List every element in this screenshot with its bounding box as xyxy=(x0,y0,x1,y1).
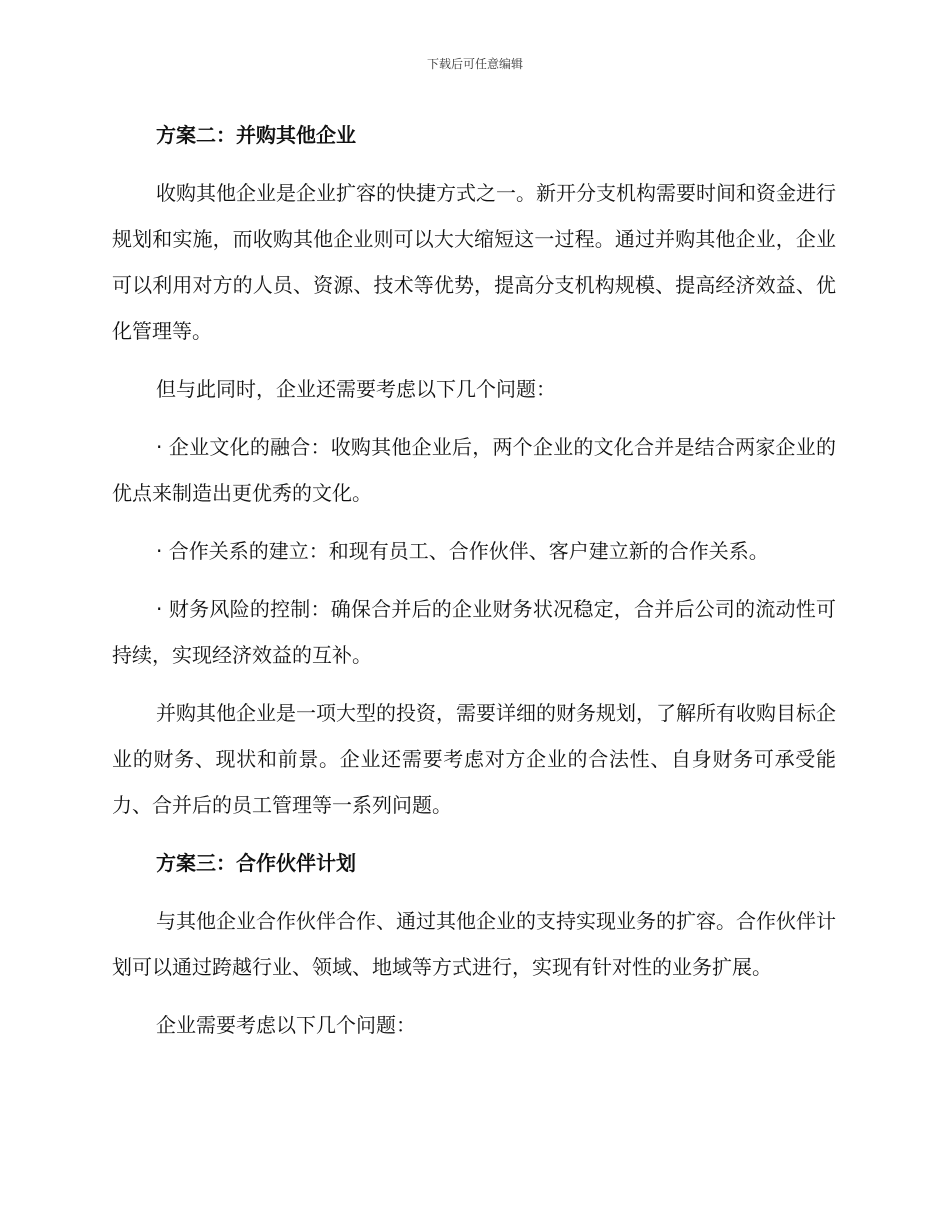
bullet-financial-risk: · 财务风险的控制：确保合并后的企业财务状况稳定，合并后公司的流动性可持续，实现经济效益的互补。 xyxy=(112,597,836,667)
heading-plan-three: 方案三：合作伙伴计划 xyxy=(156,851,356,875)
paragraph-acquisition-intro: 收购其他企业是企业扩容的快捷方式之一。新开分支机构需要时间和资金进行规划和实施，而收购其他企业则可以大大缩短这一过程。通过并购其他企业，企业可以利用对方的人员、资源、技术等优势，提高分支机构规模、提高经济效益、优化管理等。 xyxy=(112,181,836,343)
paragraph-issues-intro: 但与此同时，企业还需要考虑以下几个问题： xyxy=(156,377,556,401)
bullet-relationship-building: · 合作关系的建立：和现有员工、合作伙伴、客户建立新的合作关系。 xyxy=(156,539,769,563)
paragraph-partner-plan: 与其他企业合作伙伴合作、通过其他企业的支持实现业务的扩容。合作伙伴计划可以通过跨越行业、领域、地域等方式进行，实现有针对性的业务扩展。 xyxy=(112,909,836,979)
document-body xyxy=(112,112,836,1048)
paragraph-acquisition-investment: 并购其他企业是一项大型的投资，需要详细的财务规划，了解所有收购目标企业的财务、现状和前景。企业还需要考虑对方企业的合法性、自身财务可承受能力、合并后的员工管理等一系列问题。 xyxy=(112,701,836,817)
paragraph-partner-issues: 企业需要考虑以下几个问题： xyxy=(156,1013,416,1037)
heading-plan-two: 方案二：并购其他企业 xyxy=(156,123,356,147)
bullet-culture-integration: · 企业文化的融合：收购其他企业后，两个企业的文化合并是结合两家企业的优点来制造出更优秀的文化。 xyxy=(112,435,836,505)
header-note: 下载后可任意编辑 xyxy=(426,57,523,71)
